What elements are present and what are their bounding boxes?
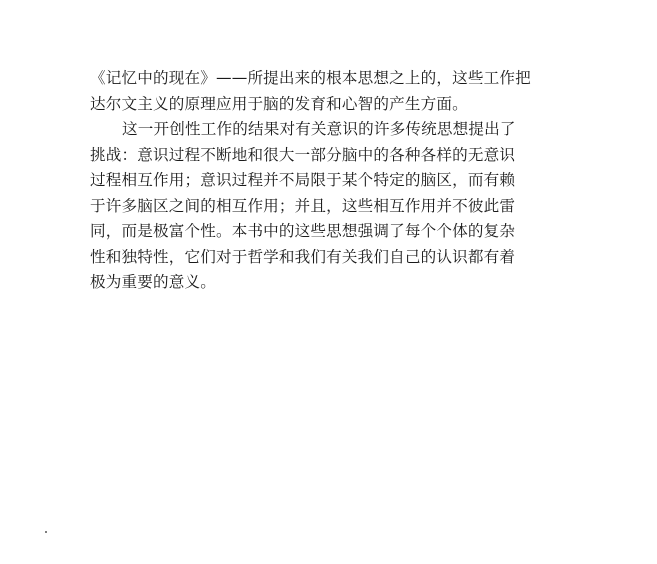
- text-line-9: 极为重要的意义。: [90, 273, 216, 291]
- text-line-4: 挑战：意识过程不断地和很大一部分脑中的各种各样的无意识: [90, 145, 516, 164]
- text-line-8: 性和独特性，它们对于哲学和我们有关我们自己的认识都有着: [90, 247, 516, 266]
- scan-speck: [45, 531, 47, 533]
- paragraph-start-line: 这一开创性工作的结果对有关意识的许多传统思想提出了: [122, 120, 516, 138]
- text-line-5: 过程相互作用；意识过程并不局限于某个特定的脑区，而有赖: [90, 171, 516, 189]
- text-line-1: 《记忆中的现在》——所提出来的根本思想之上的，这些工作把: [90, 69, 531, 87]
- text-line-6: 于许多脑区之间的相互作用；并且，这些相互作用并不彼此雷: [90, 196, 516, 215]
- text-line-2: 达尔文主义的原理应用于脑的发育和心智的产生方面。: [90, 94, 468, 113]
- body-text: [90, 66, 550, 296]
- text-line-7: 同，而是极富个性。本书中的这些思想强调了每个个体的复杂: [90, 222, 516, 240]
